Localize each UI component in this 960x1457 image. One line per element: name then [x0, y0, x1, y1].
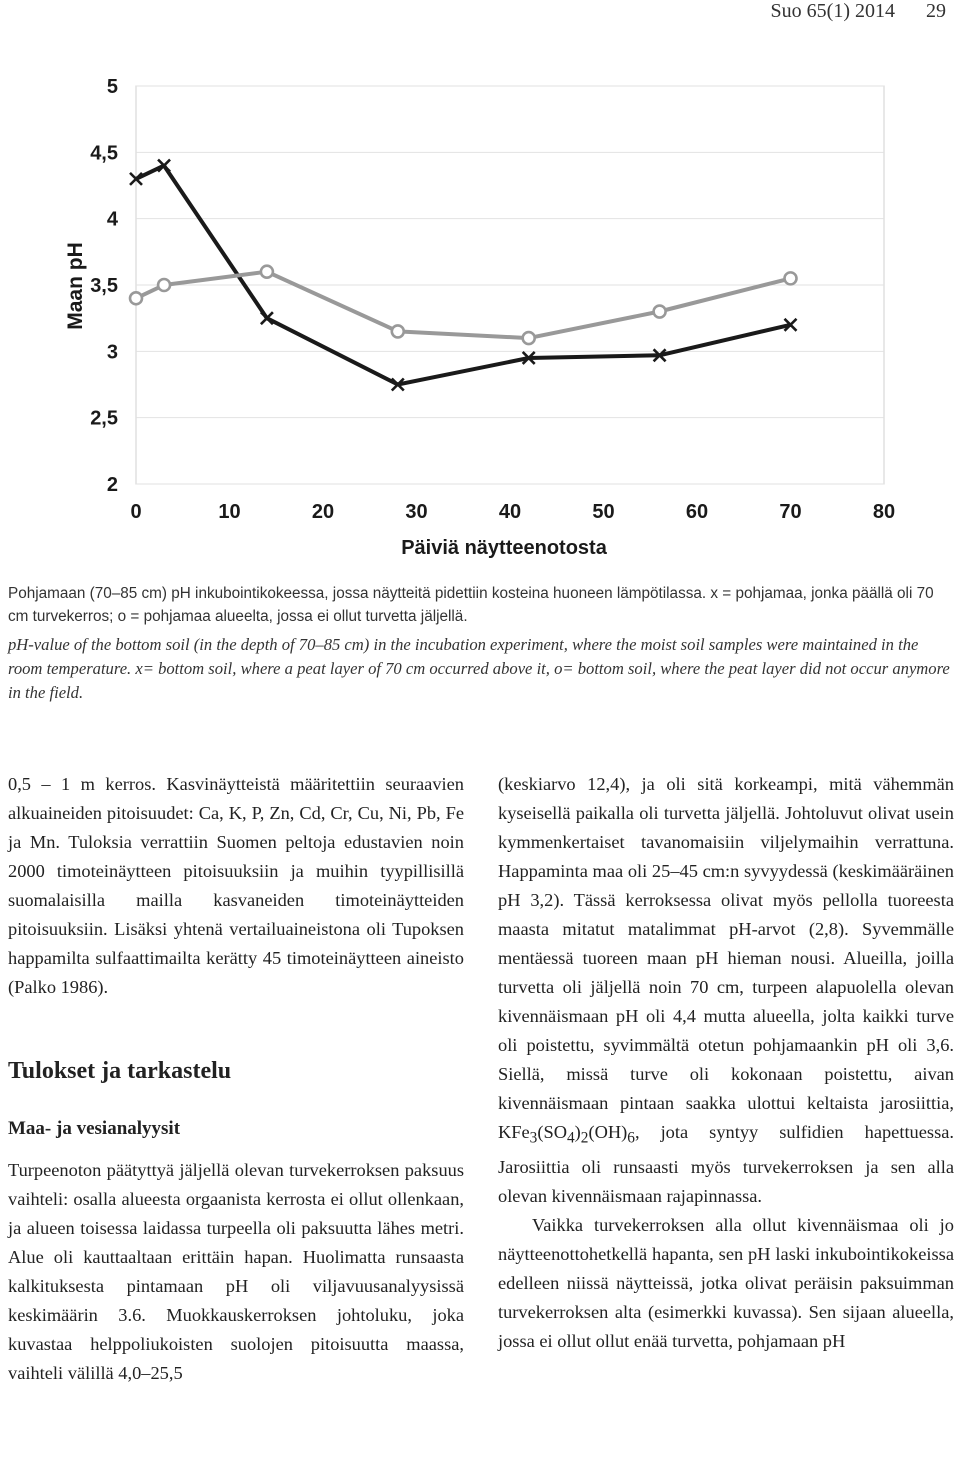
y-tick-label: 5: [106, 76, 118, 98]
y-tick-label: 3,5: [90, 275, 118, 297]
data-point: [261, 266, 273, 278]
results-paragraph: Turpeenoton päätyttyä jäljellä olevan turvekerroksen paksuus vaihteli: osalla alueesta orgaanista kerrosta ei ollut ollenkaan, ja alueen toisessa laidassa turpeella oli paksuutta lähes metri. Alue oli kauttaaltaan erittäin hapan. Huolimatta runsaasta kalkituksesta pintamaan pH oli viljavuusanalyysissä keskimäärin 3.6. Muokkauskerroksen johtoluku, joka kuvastaa helppoliukoisten suolojen pitoisuutta maassa, vaihteli välillä 4,0–25,5: [8, 1160, 464, 1383]
journal-citation: Suo 65(1) 2014: [770, 0, 895, 22]
data-point: [523, 332, 535, 344]
formula-subscript: 6: [627, 1129, 635, 1147]
x-tick-label: 30: [405, 501, 428, 523]
formula-part: (SO: [537, 1122, 567, 1142]
formula-subscript: 4: [566, 1129, 575, 1147]
x-tick-label: 0: [130, 501, 142, 523]
data-point: [785, 272, 797, 284]
text-segment: , jota syntyy sulfidien hapettuessa. Jarosiittia oli runsaasti myös turvekerroksen ja sen alla olevan kivennäismaan rajapinnassa.: [498, 1122, 954, 1206]
y-tick-labels: [90, 76, 119, 496]
y-axis-label: Maan pH: [64, 242, 87, 330]
page-number: 29: [926, 0, 946, 22]
x-tick-label: 70: [779, 501, 802, 523]
page-header: [745, 0, 946, 23]
data-point: [654, 306, 666, 318]
y-tick-label: 4: [106, 208, 118, 231]
y-tick-label: 2,5: [90, 407, 118, 430]
data-point: [392, 325, 404, 337]
left-column: [8, 770, 464, 1388]
incubation-paragraph: Vaikka turvekerroksen alla ollut kivennäismaa oli jo näytteenottohetkellä hapanta, sen pH laski inkubointikokeissa edelleen niissä näytteissä, jotka olivat peräisin paksuimman turvekerroksen alta (esimerkki kuvassa). Sen sijaan alueella, jossa ei ollut ollut enää turvetta, pohjamaan pH: [498, 1214, 954, 1351]
figure-caption-english: pH-value of the bottom soil (in the depth of 70–85 cm) in the incubation experiment, where the moist soil samples were maintained in the room temperature. x= bottom soil, where a peat layer of 70 cm occurred above it, o= bottom soil, where the peat layer did not occur anymore in the field.: [8, 635, 950, 702]
formula-part: ): [574, 1122, 581, 1142]
methods-paragraph: 0,5 – 1 m kerros. Kasvinäytteistä määritettiin seuraavien alkuaineiden pitoisuudet: Ca, K, P, Zn, Cd, Cr, Cu, Ni, Pb, Fe ja Mn. Tuloksia verrattiin Suomen peltoja edustavien noin 2000 timoteinäytteen pitoisuuksiin ja muihin tyypillisillä suomalaisilla mailla kasvaneiden timoteinäytteiden pitoisuuksiin. Lisäksi yhtenä vertailuaineistona oli Tupoksen happamilta sulfaattimailta kerätty 45 timoteinäytteen aineisto (Palko 1986).: [8, 774, 464, 997]
data-point: [130, 292, 142, 304]
ph-line-chart: [60, 60, 900, 570]
text-segment: (keskiarvo 12,4), ja oli sitä korkeampi, mitä vähemmän kyseisellä paikalla oli turvetta jäljellä. Johtoluvut olivat usein kymmenkertaiset tavanomaisiin viljelymaihin verrattuna. Happaminta maa oli 25–45 cm:n syvyydessä (keskimääräinen pH 3,2). Tässä kerroksessa olivat myös pellolla tuoreesta maasta mitatut matalimmat pH-arvot (2,8). Syvemmälle mentäessä tuoreen maan pH hieman nousi. Alueilla, joilla turvetta oli jäljellä noin 70 cm, turpeen alapuolella olevan kivennäismaan pH oli 4,4 mutta alueella, jolta kaikki turve oli poistettu, syvimmältä otetun pohjamaankin pH oli 3,6. Siellä, missä turve oli kokonaan poistettu, aivan kivennäismaan pintaan saakka ulottui keltaista jarosiittia, KFe: [498, 774, 954, 1142]
formula-part: (OH): [588, 1122, 628, 1142]
x-axis-label: Päiviä näytteenotosta: [401, 537, 607, 559]
right-column: [498, 770, 954, 1356]
x-tick-label: 60: [685, 501, 709, 523]
y-tick-label: 3: [106, 341, 118, 364]
y-tick-label: 4,5: [90, 142, 118, 165]
formula-subscript: 3: [529, 1129, 538, 1147]
data-point: [158, 279, 170, 291]
y-tick-label: 2: [106, 474, 118, 496]
x-tick-label: 40: [498, 501, 522, 523]
x-tick-label: 50: [592, 501, 615, 523]
x-tick-label: 10: [218, 501, 241, 523]
x-tick-label: 80: [872, 501, 896, 523]
x-tick-labels: [130, 501, 895, 523]
figure-caption-finnish: Pohjamaan (70–85 cm) pH inkubointikokeessa, jossa näytteitä pidettiin kosteina huoneen lämpötilassa. x = pohjamaa, jonka päällä oli 70 cm turvekerros; o = pohjamaa alueelta, jossa ei ollut turvetta jäljellä.: [8, 585, 934, 625]
x-tick-label: 20: [311, 501, 335, 523]
section-heading: Tulokset ja tarkastelu: [8, 1058, 232, 1084]
formula-subscript: 2: [580, 1129, 589, 1147]
subsection-heading: Maa- ja vesianalyysit: [8, 1118, 181, 1139]
results-paragraph-continued: [498, 770, 954, 1211]
